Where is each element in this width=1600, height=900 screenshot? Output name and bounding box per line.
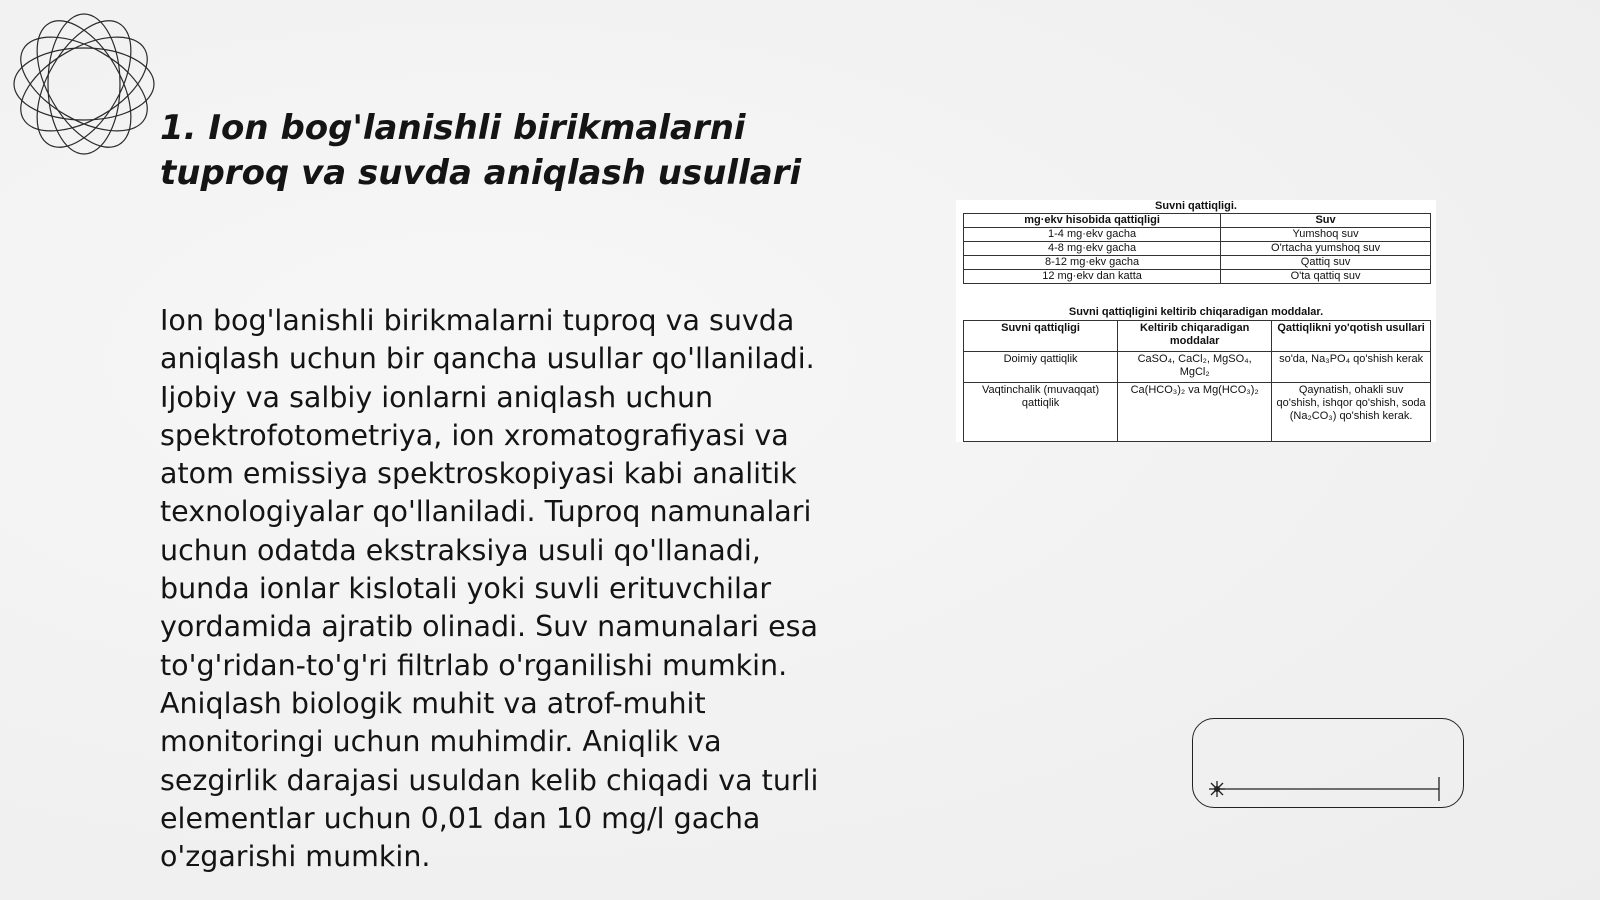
table-cell: 1-4 mg·ekv gacha (964, 228, 1221, 242)
slide-title: 1. Ion bog'lanishli birikmalarni tuproq va suvda aniqlash usullari (160, 108, 802, 193)
table-cell: Qaynatish, ohakli suv qo'shish, ishqor qo'shish, soda (Na₂CO₃) qo'shish kerak. (1272, 383, 1431, 442)
table-cell: Yumshoq suv (1221, 228, 1431, 242)
table-cell: Doimiy qattiqlik (964, 352, 1118, 383)
table-cell: 4-8 mg·ekv gacha (964, 242, 1221, 256)
table-cell: Ca(HCO₃)₂ va Mg(HCO₃)₂ (1118, 383, 1272, 442)
table-row (964, 242, 1431, 256)
table-header-row (964, 321, 1431, 352)
star-line-icon (1193, 719, 1465, 809)
slide-body-text: Ion bog'lanishli birikmalarni tuproq va suvda aniqlash uchun bir qancha usullar qo'llaniladi. Ijobiy va salbiy ionlarni aniqlash uchun spektrofotometriya, ion xromatografiyasi va atom emissiya spektroskopiyasi kabi analitik texnologiyalar qo'llaniladi. Tuproq namunalari uchun odatda ekstraksiya usuli qo'llanadi, bunda ionlar kislotali yoki suvli erituvchilar yordamida ajratib olinadi. Suv namunalari esa to'g'ridan-to'g'ri filtrlab o'rganilishi mumkin. Aniqlash biologik muhit va atrof-muhit monitoringi uchun muhimdir. Aniqlik va sezgirlik darajasi usuldan kelib chiqadi va turli elementlar uchun 0,01 dan 10 mg/l gacha o'zgarishi mumkin. (160, 304, 819, 874)
table-cell: Qattiq suv (1221, 256, 1431, 270)
table-header-cell: mg·ekv hisobida qattiqligi (964, 214, 1221, 228)
table1-caption: Suvni qattiqligi. (1155, 200, 1237, 212)
table2-caption: Suvni qattiqligini keltirib chiqaradigan moddalar. (1068, 306, 1324, 318)
hardness-substances-table (963, 320, 1431, 442)
table-row (964, 256, 1431, 270)
table-cell: so'da, Na₃PO₄ qo'shish kerak (1272, 352, 1431, 383)
table-header-cell: Suv (1221, 214, 1431, 228)
table-cell: 12 mg·ekv dan katta (964, 270, 1221, 284)
table-header-cell: Keltirib chiqaradigan moddalar (1118, 321, 1272, 352)
hardness-table (963, 213, 1431, 284)
table-cell: 8-12 mg·ekv gacha (964, 256, 1221, 270)
table-header-cell: Suvni qattiqligi (964, 321, 1118, 352)
table-cell: CaSO₄, CaCl₂, MgSO₄, MgCl₂ (1118, 352, 1272, 383)
table-row (964, 228, 1431, 242)
table-row (964, 383, 1431, 442)
decorative-pill-frame (1192, 718, 1464, 808)
water-hardness-tables (956, 200, 1436, 442)
table-cell: O'ta qattiq suv (1221, 270, 1431, 284)
table-row (964, 352, 1431, 383)
table-cell: O'rtacha yumshoq suv (1221, 242, 1431, 256)
table-row (964, 270, 1431, 284)
table-header-cell: Qattiqlikni yo'qotish usullari (1272, 321, 1431, 352)
rosette-circles-icon (10, 10, 158, 158)
table-header-row (964, 214, 1431, 228)
table-cell: Vaqtinchalik (muvaqqat) qattiqlik (964, 383, 1118, 442)
